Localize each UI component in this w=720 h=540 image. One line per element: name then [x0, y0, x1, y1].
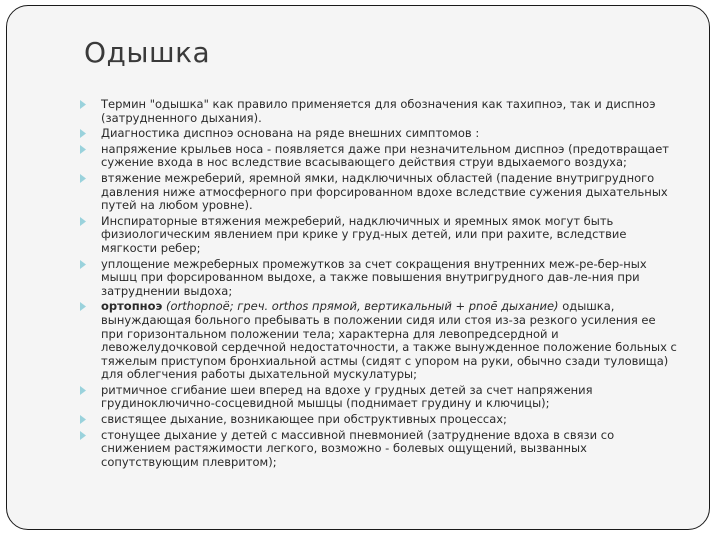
bullet-text: напряжение крыльев носа - появляется даже при незначительном диспноэ (предотвращает сужение входа в нос вследствие всасывающего действия струи вдыхаемого воздуха;: [101, 141, 669, 170]
bullet-etymology: (orthopnoë; греч. orthos прямой, вертикальный + pnoē дыхание): [165, 299, 559, 314]
bullet-item: [77, 98, 677, 125]
bullet-item: [77, 215, 677, 256]
bullet-text: ритмичное сгибание шеи вперед на вдохе у грудных детей за счет напряжения грудиноключично-сосцевидной мышцы (поднимает грудину и ключицы);: [101, 382, 593, 411]
bullet-text: стонущее дыхание у детей с массивной пневмонией (затруднение вдоха в связи со снижением растяжимости легкого, возможно - болевых ощущений, вызванных сопутствующим плевритом);: [101, 427, 615, 469]
slide-frame: [6, 5, 710, 530]
bullet-text: Инспираторные втяжения межреберий, надключичных и яремных ямок могут быть физиологическим явлением при крике у груд-ных детей, или при рахите, вследствие мягкости ребер;: [101, 213, 627, 255]
bullet-marker-icon: [80, 386, 86, 395]
bullet-text: свистящее дыхание, возникающее при обструктивных процессах;: [101, 412, 507, 427]
bullet-item: [77, 172, 677, 213]
bullet-marker-icon: [80, 129, 86, 138]
bullet-term: ортопноэ: [101, 299, 163, 314]
bullet-text: Термин "одышка" как правило применяется для обозначения как тахипноэ, так и диспноэ (затрудненного дыхания).: [101, 97, 656, 125]
bullet-item: [77, 384, 677, 411]
bullet-marker-icon: [80, 260, 86, 269]
bullet-item: [77, 300, 677, 382]
bullet-marker-icon: [80, 145, 86, 154]
bullet-item: [77, 143, 677, 170]
bullet-list: [77, 98, 677, 471]
bullet-text: втяжение межреберий, яремной ямки, надключичных областей (падение внутригрудного давления ниже атмосферного при форсированном вдохе вследствие сужения дыхательных путей на любом уровне).: [101, 170, 668, 213]
bullet-marker-icon: [80, 415, 86, 424]
bullet-item: [77, 429, 677, 470]
bullet-item: [77, 127, 677, 141]
bullet-marker-icon: [80, 174, 86, 183]
bullet-marker-icon: [80, 100, 86, 109]
bullet-text: одышка, вынуждающая больного пребывать в положении сидя или стоя из-за резкого усиления ее при горизонтальном положении тела; характерна для левопредсердной и левожелудочковой сердечной недостаточности, а также вынужденное положение больных с тяжелым приступом бронхиальной астмы (сидят с упором на руки, обычно сзади туловища) для облегчения работы дыхательной мускулатуры;: [101, 299, 677, 382]
bullet-marker-icon: [80, 302, 86, 311]
bullet-item: [77, 413, 677, 427]
bullet-marker-icon: [80, 217, 86, 226]
bullet-item: [77, 258, 677, 299]
slide-title: Одышка: [84, 36, 211, 69]
bullet-text: Диагностика диспноэ основана на ряде внешних симптомов :: [101, 126, 480, 141]
bullet-text: уплощение межреберных промежутков за счет сокращения внутренних меж-ре-бер-ных мышц при форсированном выдохе, а также повышения внутригрудного дав-ле-ния при затруднении выдоха;: [101, 256, 647, 298]
bullet-marker-icon: [80, 431, 86, 440]
